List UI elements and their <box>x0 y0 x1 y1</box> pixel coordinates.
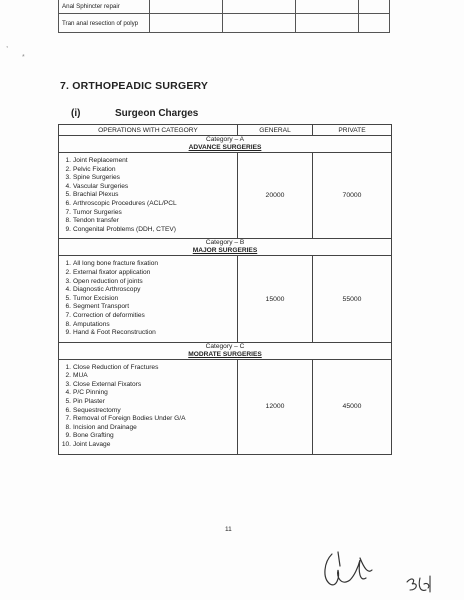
procedure-list <box>59 153 237 238</box>
previous-table-fragment <box>58 0 390 33</box>
general-charge: 12000 <box>238 359 313 454</box>
category-name: MAJOR SURGERIES <box>192 247 258 255</box>
category-header-row <box>59 239 392 256</box>
subsection-label: Surgeon Charges <box>115 108 199 119</box>
procedure-cell: Anal Sphincter repair <box>59 0 150 14</box>
list-item: 7. Tumor Surgeries <box>65 208 122 216</box>
signature-image <box>318 548 376 590</box>
category-row <box>59 256 392 342</box>
list-item: 9. Congenital Problems (DDH, CTEV) <box>65 225 176 233</box>
list-item: 8. Incision and Drainage <box>65 423 137 431</box>
category-name: ADVANCE SURGERIES <box>188 144 262 151</box>
list-item: 1. Joint Replacement <box>65 157 128 164</box>
list-item: 2. External fixator application <box>65 268 151 276</box>
column-header: PRIVATE <box>313 125 392 136</box>
category-label: Category – C <box>205 342 245 350</box>
list-item: 9. Bone Grafting <box>65 432 114 440</box>
general-charge: 20000 <box>238 153 313 239</box>
list-item: 4. P/C Pinning <box>65 389 108 397</box>
table-header-row <box>59 125 392 136</box>
column-header: OPERATIONS WITH CATEGORY <box>59 125 238 136</box>
private-charge: 55000 <box>313 256 392 342</box>
list-item: 1. All long bone fracture fixation <box>65 260 159 268</box>
private-charge: 45000 <box>313 359 392 454</box>
list-item: 4. Vascular Surgeries <box>65 182 129 190</box>
procedure-list <box>59 360 237 454</box>
general-charge: 15000 <box>238 256 313 342</box>
subsection-number: (i) <box>71 108 81 119</box>
margin-mark: , <box>6 40 9 49</box>
category-header-row <box>59 342 392 359</box>
page-number: 11 <box>225 526 232 533</box>
procedure-cell: Tran anal resection of polyp <box>59 14 150 33</box>
list-item: 8. Amputations <box>65 320 110 328</box>
list-item: 9. Hand & Foot Reconstruction <box>65 329 156 337</box>
column-header: GENERAL <box>238 125 313 136</box>
category-header-row <box>59 136 392 153</box>
section-title: 7. ORTHOPEADIC SURGERY <box>60 80 209 92</box>
category-label: Category – A <box>205 136 245 143</box>
list-item: 7. Correction of deformities <box>65 311 145 319</box>
category-row <box>59 153 392 239</box>
list-item: 4. Diagnostic Arthroscopy <box>65 286 141 294</box>
list-item: 5. Brachial Plexus <box>65 191 119 199</box>
margin-mark: * <box>22 54 25 61</box>
list-item: 2. Pelvic Fixation <box>65 165 116 173</box>
table-row <box>59 14 390 33</box>
list-item: 2. MUA <box>65 372 88 380</box>
initials-image <box>404 574 434 596</box>
procedure-list <box>59 256 237 341</box>
surgeon-charges-table <box>58 124 392 455</box>
list-item: 5. Pin Plaster <box>65 398 105 406</box>
list-item: 3. Close External Fixators <box>65 380 142 388</box>
private-charge: 70000 <box>313 153 392 239</box>
list-item: 1. Close Reduction of Fractures <box>65 363 159 371</box>
list-item: 5. Tumor Excision <box>65 294 119 302</box>
list-item: 7. Removal of Foreign Bodies Under G/A <box>65 415 186 423</box>
table-row <box>59 0 390 14</box>
list-item: 10. Joint Lavage <box>61 441 111 449</box>
subsection-title <box>71 108 198 119</box>
list-item: 3. Spine Surgeries <box>65 174 120 182</box>
category-row <box>59 359 392 454</box>
list-item: 8. Tendon transfer <box>65 217 119 225</box>
category-label: Category – B <box>205 239 245 247</box>
list-item: 6. Segment Transport <box>65 303 130 311</box>
category-name: MODRATE SURGERIES <box>188 350 262 358</box>
list-item: 6. Sequestrectomy <box>65 406 121 414</box>
list-item: 6. Arthroscopic Procedures (ACL/PCL <box>65 199 177 207</box>
list-item: 3. Open reduction of joints <box>65 277 143 285</box>
